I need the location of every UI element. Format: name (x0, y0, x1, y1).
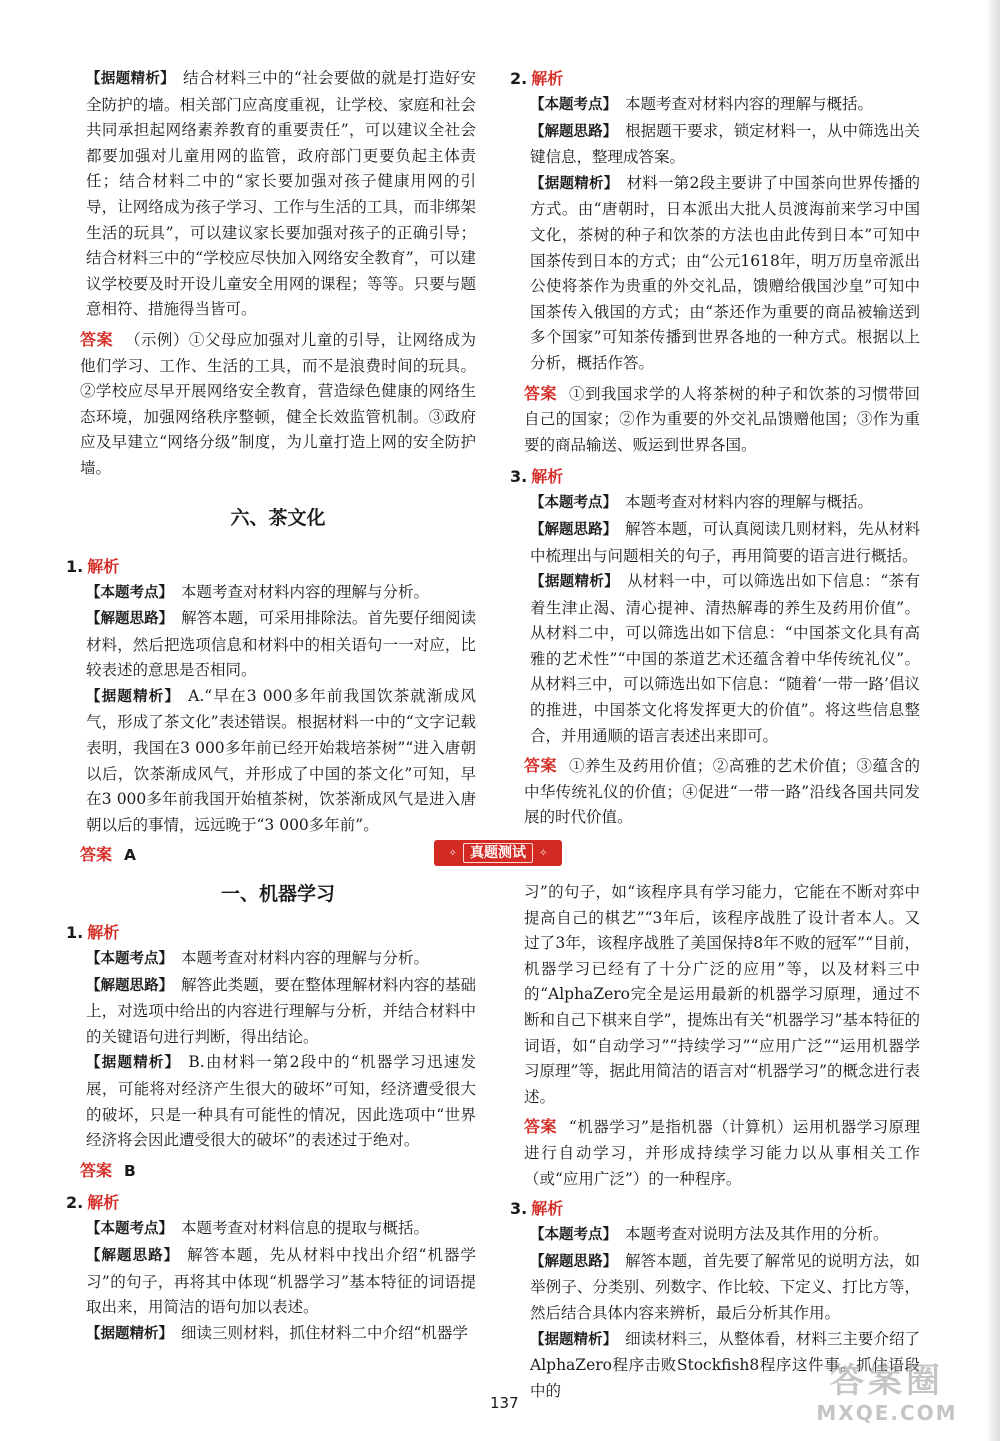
tag-label: 【本题考点】 (86, 584, 173, 601)
right-column-top (510, 66, 920, 831)
answer-value: A (124, 846, 137, 865)
paragraph-analysis (80, 1321, 476, 1348)
paragraph-approach (524, 119, 920, 171)
tag-label: 【本题考点】 (530, 97, 617, 113)
paragraph-analysis (524, 171, 920, 377)
answer-block (80, 842, 476, 869)
tag-label: 【本题考点】 (530, 495, 617, 512)
approach-text: 解答本题，首先要了解常见的说明方法，如举例子、分类别、列数字、作比较、下定义、打比方等，然后结合具体内容来辨析，最后分析其作用。 (530, 1251, 920, 1322)
question-number: 3. (510, 1199, 528, 1219)
tag-label: 【据题精析】 (86, 1055, 181, 1072)
analysis-text: 从材料一中，可以筛选出如下信息：“茶有着生津止渴、清心提神、清热解毒的养生及药用价值”。从材料二中，可以筛选出如下信息：“中国茶文化具有高雅的艺术性”“中国的茶道艺术还蕴含着中华传统礼仪”。从材料三中，可以筛选出如下信息：“随着‘一带一路’倡议的推进，中国茶文化将发挥更大的价值”。将这些信息整合，并用通顺的语言表述出来即可。 (530, 572, 920, 745)
tag-label: 【据题精析】 (530, 175, 619, 192)
paragraph-analysis (80, 66, 476, 323)
answer-label: 答案 (524, 1117, 557, 1137)
answer-text: ①养生及药用价值；②高雅的艺术价值；③蕴含的中华传统礼仪的价值；④促进“一带一路”沿线各国共同发展的时代价值。 (524, 757, 920, 827)
question-block (66, 554, 477, 870)
paragraph-analysis (80, 1050, 476, 1153)
keypoint-text: 本题考查对说明方法及其作用的分析。 (625, 1225, 889, 1244)
tag-label: 【解题思路】 (86, 977, 174, 994)
right-column-bottom (510, 880, 920, 1404)
question-title: 解析 (87, 556, 120, 576)
answer-label: 答案 (524, 383, 557, 403)
tag-label: 【解题思路】 (530, 123, 618, 140)
tag-label: 【据题精析】 (86, 688, 181, 705)
answer-label: 答案 (524, 756, 557, 776)
paragraph-analysis (524, 569, 920, 749)
analysis-text: 细读材料三，从整体看，材料三主要介绍了AlphaZero程序击败Stockfish8程序这件事。抓住语段中的 (530, 1329, 920, 1400)
question-title: 解析 (87, 1193, 120, 1213)
keypoint-text: 本题考查对材料内容的理解与分析。 (181, 582, 430, 601)
question-title: 解析 (531, 467, 564, 487)
answer-block (80, 327, 476, 482)
paragraph-approach (524, 517, 920, 569)
answer-text: （示例）①父母应加强对儿童的引导，让网络成为他们学习、工作、生活的工具，而不是浪费时间的玩具。②学校应尽早开展网络安全教育，营造绿色健康的网络生态环境，加强网络秩序整顿，健全长效监管机制。③政府应及早建立“网络分级”制度，为儿童打造上网的安全防护墙。 (80, 330, 476, 477)
question-number: 2. (510, 69, 528, 88)
answer-label: 答案 (80, 1160, 113, 1180)
left-column-top (66, 66, 477, 869)
answer-text: “机器学习”是指机器（计算机）运用机器学习原理进行自动学习，并形成持续学习能力以从事相关工作（或“应用广泛”）的一种程序。 (524, 1118, 920, 1188)
analysis-text: 细读三则材料，抓住材料二中介绍“机器学 (181, 1323, 468, 1342)
keypoint-text: 本题考查对材料信息的提取与概括。 (181, 1219, 430, 1238)
paragraph-approach (80, 973, 476, 1051)
tag-label: 【据题精析】 (86, 1325, 173, 1342)
approach-text: 解答本题，可认真阅读几则材料，先从材料中梳理出与问题相关的句子，再用简要的语言进行概括。 (530, 519, 920, 565)
question-title: 解析 (531, 69, 564, 88)
question-heading (66, 920, 476, 946)
tag-label: 【解题思路】 (530, 1253, 618, 1270)
question-heading (66, 1190, 476, 1216)
answer-block (524, 1114, 920, 1192)
question-title: 解析 (87, 923, 120, 942)
question-block (66, 920, 476, 1184)
tag-label: 【解题思路】 (86, 1247, 180, 1264)
sparkle-icon: ✧ (448, 847, 457, 859)
approach-text: 解答本题，先从材料中找出介绍“机器学习”的句子，再将其中体现“机器学习”基本特征的词语提取出来，用简洁的语句加以表述。 (86, 1245, 476, 1317)
analysis-text: A.“早在3 000多年前我国饮茶就渐成风气，形成了茶文化”表述错误。根据材料一中的“文字记载表明，我国在3 000多年前已经开始栽培茶树”“进入唐朝以后，饮茶渐成风气，并形成了中国的茶文化”可知，早在3 000多年前我国开始植茶树，饮茶渐成风气是进入唐朝以后的事情，远远晚于“3 000多年前”。 (86, 686, 477, 834)
section-title-tea: 六、茶文化 (230, 506, 326, 529)
paragraph-analysis (80, 684, 476, 839)
question-title: 解析 (531, 1199, 564, 1219)
question-heading (66, 554, 476, 580)
tag-label: 【本题考点】 (530, 1227, 617, 1244)
paragraph-approach (80, 606, 476, 684)
paragraph-keypoint (80, 580, 476, 607)
approach-text: 解答本题，可采用排除法。首先要仔细阅读材料，然后把选项信息和材料中的相关语句一一对应，比较表述的意思是否相同。 (86, 609, 476, 680)
watermark-line1: 答案圈 (830, 1361, 944, 1401)
paragraph-approach (80, 1243, 476, 1321)
tag-label: 【解题思路】 (530, 521, 618, 538)
question-heading (510, 464, 920, 490)
question-heading (510, 1196, 920, 1222)
tag-label: 【据题精析】 (86, 71, 176, 87)
question-block (66, 1190, 476, 1347)
paragraph-keypoint (80, 946, 476, 973)
answer-label: 答案 (80, 329, 113, 349)
answer-block (524, 753, 920, 831)
section-title-machine-learning: 一、机器学习 (220, 883, 335, 905)
tag-label: 【据题精析】 (530, 1331, 618, 1348)
watermark-logo (792, 1361, 982, 1431)
section-banner (434, 840, 562, 866)
answer-value: B (124, 1161, 136, 1180)
approach-text: 根据题干要求，锁定材料一，从中筛选出关键信息，整理成答案。 (530, 121, 920, 167)
question-number: 1. (66, 556, 84, 576)
answer-block (80, 1158, 476, 1185)
keypoint-text: 本题考查对材料内容的理解与概括。 (625, 493, 874, 512)
answer-label: 答案 (80, 845, 113, 865)
analysis-text: B.由材料一第2段中的“机器学习迅速发展，可能将对经济产生很大的破坏”可知，经济遭受很大的破坏，只是一种具有可能性的情况，因此选项中“世界经济将会因此遭受很大的破坏”的表述过于绝对。 (86, 1053, 476, 1150)
paragraph-keypoint (524, 92, 920, 119)
tag-label: 【本题考点】 (86, 951, 173, 967)
question-number: 3. (510, 467, 528, 487)
paragraph-keypoint (524, 490, 920, 517)
analysis-text: 结合材料三中的“社会要做的就是打造好安全防护的墙。相关部门应高度重视，让学校、家庭和社会共同承担起网络素养教育的重要责任”，可以建议全社会都要加强对儿童用网的监管，政府部门更要负起主体责任；结合材料二中的“家长要加强对孩子健康用网的引导，让网络成为孩子学习、工作与生活的工具，而非绑架生活的玩具”，可以建议家长要加强对孩子的正确引导；结合材料三中的“学校应尽快加入网络安全教育”，可以建议学校要及时开设儿童安全用网的课程；等等。只要与题意相符、措施得当皆可。 (86, 69, 476, 319)
question-number: 1. (66, 923, 84, 942)
left-column-bottom (66, 880, 476, 1347)
paragraph-keypoint (80, 1216, 476, 1243)
watermark-line2: MXQE.COM (816, 1401, 958, 1425)
question-heading (510, 66, 920, 92)
paragraph-continued: 习”的句子，如“该程序具有学习能力，它能在不断对弈中提高自己的棋艺”“3年后，该程序战胜了设计者本人。又过了3年，该程序战胜了美国保持8年不败的冠军”“目前，机器学习已经有了十分广泛的应用”等，以及材料三中的“AlphaZero完全是运用最新的机器学习原理，通过不断和自己下棋来自学”，提炼出有关“机器学习”基本特征的词语，如“自动学习”“持续学习”“应用广泛”“运用机器学习原理”等，据此用简洁的语言对“机器学习”的概念进行表述。 (524, 883, 920, 1106)
question-block (510, 464, 920, 831)
tag-label: 【本题考点】 (86, 1221, 173, 1238)
keypoint-text: 本题考查对材料内容的理解与分析。 (181, 949, 430, 967)
answer-text: ①到我国求学的人将茶树的种子和饮茶的习惯带回自己的国家；②作为重要的外交礼品馈赠他国；③作为重要的商品输送、贩运到世界各国。 (524, 384, 920, 454)
page-spine-shadow (986, 0, 1000, 1441)
sparkle-icon: ✧ (539, 847, 548, 859)
tag-label: 【据题精析】 (530, 574, 620, 591)
question-block (510, 66, 920, 458)
tag-label: 【解题思路】 (86, 611, 174, 628)
question-number: 2. (66, 1193, 84, 1213)
paragraph-approach (524, 1249, 920, 1327)
keypoint-text: 本题考查对材料内容的理解与概括。 (625, 95, 874, 113)
paragraph-keypoint (524, 1222, 920, 1249)
banner-label: 真题测试 (463, 843, 533, 863)
answer-block (524, 381, 920, 459)
page-number: 137 (490, 1394, 519, 1412)
approach-text: 解答此类题，要在整体理解材料内容的基础上，对选项中给出的内容进行理解与分析，并结合材料中的关键语句进行判断，得出结论。 (86, 975, 476, 1046)
analysis-text: 材料一第2段主要讲了中国茶向世界传播的方式。由“唐朝时，日本派出大批人员渡海前来学习中国文化，茶树的种子和饮茶的方法也由此传到日本”可知中国茶传到日本的方式；由“公元1618年，明万历皇帝派出公使将茶作为贵重的外交礼品，馈赠给俄国沙皇”可知中国茶传入俄国的方式；由“茶还作为重要的商品被输送到多个国家”可知茶传播到世界各地的一种方式。根据以上分析，概括作答。 (530, 173, 920, 372)
